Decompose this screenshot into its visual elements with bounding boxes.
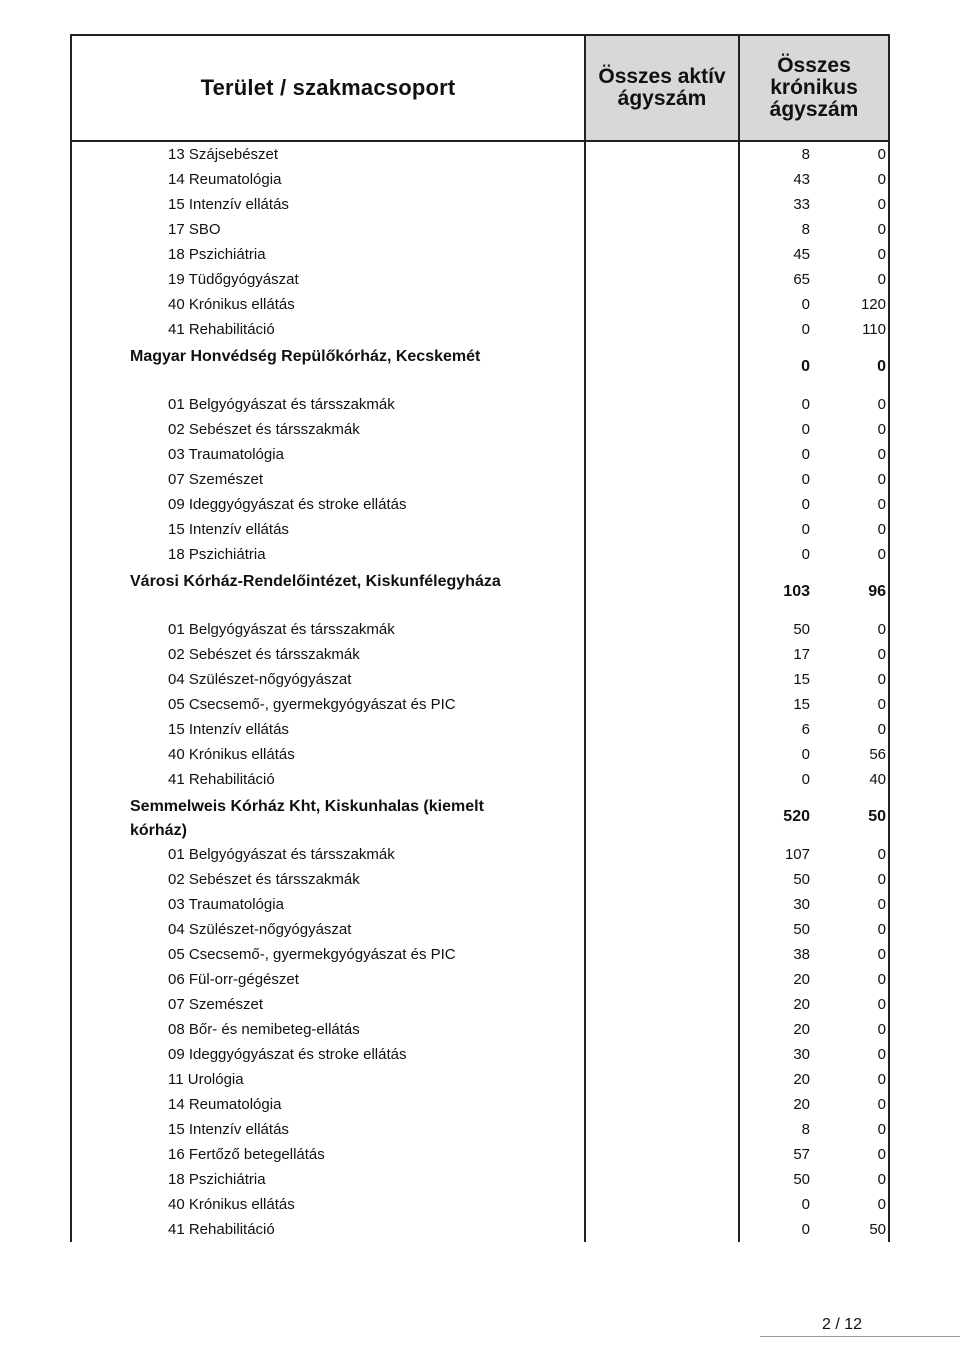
active-beds-value: 0 xyxy=(801,771,810,788)
chronic-beds-value: 0 xyxy=(877,1046,886,1063)
row-label: 14 Reumatológia xyxy=(168,171,282,188)
chronic-beds-value: 0 xyxy=(877,946,886,963)
chronic-beds-value: 0 xyxy=(877,471,886,488)
chronic-beds-value: 0 xyxy=(877,171,886,188)
table-row xyxy=(72,269,890,294)
active-beds-value: 0 xyxy=(801,1221,810,1238)
chronic-beds-value: 0 xyxy=(877,221,886,238)
group-row xyxy=(72,344,890,394)
header-chronic-beds-line1: Összes xyxy=(777,54,851,77)
chronic-beds-value: 0 xyxy=(877,1146,886,1163)
active-beds-value: 0 xyxy=(801,358,810,375)
table-row xyxy=(72,644,890,669)
chronic-beds-value: 0 xyxy=(877,546,886,563)
active-beds-value: 0 xyxy=(801,546,810,563)
table-row xyxy=(72,1194,890,1219)
row-label: 18 Pszichiátria xyxy=(168,1171,266,1188)
active-beds-value: 30 xyxy=(793,896,810,913)
chronic-beds-value: 120 xyxy=(860,296,886,313)
chronic-beds-value: 0 xyxy=(877,496,886,513)
table-row xyxy=(72,769,890,794)
row-label: 06 Fül-orr-gégészet xyxy=(168,971,299,988)
chronic-beds-value: 0 xyxy=(877,421,886,438)
table-row xyxy=(72,169,890,194)
active-beds-value: 0 xyxy=(801,446,810,463)
group-label: Magyar Honvédség Repülőkórház, Kecskemét xyxy=(130,348,481,365)
row-label: 40 Krónikus ellátás xyxy=(168,1196,295,1213)
row-label: 17 SBO xyxy=(168,221,221,238)
table-row xyxy=(72,469,890,494)
table-row xyxy=(72,844,890,869)
chronic-beds-value: 96 xyxy=(868,583,886,600)
chronic-beds-value: 0 xyxy=(877,696,886,713)
header-area-label: Terület / szakmacsoport xyxy=(200,75,456,100)
table-row xyxy=(72,619,890,644)
chronic-beds-value: 0 xyxy=(877,396,886,413)
header-divider xyxy=(70,140,890,142)
group-row xyxy=(72,794,890,844)
table-row xyxy=(72,1094,890,1119)
table-row xyxy=(72,394,890,419)
table-row xyxy=(72,144,890,169)
chronic-beds-value: 0 xyxy=(877,996,886,1013)
row-label: 15 Intenzív ellátás xyxy=(168,196,289,213)
row-label: 05 Csecsemő-, gyermekgyógyászat és PIC xyxy=(168,946,456,963)
row-label: 18 Pszichiátria xyxy=(168,246,266,263)
chronic-beds-value: 0 xyxy=(877,971,886,988)
chronic-beds-value: 0 xyxy=(877,671,886,688)
table-row xyxy=(72,319,890,344)
active-beds-value: 0 xyxy=(801,746,810,763)
row-label: 18 Pszichiátria xyxy=(168,546,266,563)
chronic-beds-value: 0 xyxy=(877,1021,886,1038)
table-row xyxy=(72,869,890,894)
row-label: 02 Sebészet és társszakmák xyxy=(168,421,360,438)
active-beds-value: 520 xyxy=(783,808,810,825)
active-beds-value: 6 xyxy=(801,721,810,738)
active-beds-value: 0 xyxy=(801,296,810,313)
chronic-beds-value: 110 xyxy=(862,321,886,338)
table-row xyxy=(72,1144,890,1169)
table-row xyxy=(72,1119,890,1144)
table-row xyxy=(72,1219,890,1244)
active-beds-value: 8 xyxy=(801,221,810,238)
chronic-beds-value: 0 xyxy=(877,521,886,538)
group-label: Semmelweis Kórház Kht, Kiskunhalas (kiemelt kórház) xyxy=(130,798,484,839)
table-row xyxy=(72,969,890,994)
active-beds-value: 0 xyxy=(801,321,810,338)
chronic-beds-value: 0 xyxy=(877,846,886,863)
chronic-beds-value: 0 xyxy=(877,896,886,913)
chronic-beds-value: 0 xyxy=(877,1196,886,1213)
chronic-beds-value: 0 xyxy=(877,1171,886,1188)
group-label: Városi Kórház-Rendelőintézet, Kiskunfélegyháza xyxy=(130,573,501,590)
active-beds-value: 50 xyxy=(793,621,810,638)
table-row xyxy=(72,1044,890,1069)
active-beds-value: 50 xyxy=(793,871,810,888)
active-beds-value: 45 xyxy=(793,246,810,263)
header-chronic-beds-line3: ágyszám xyxy=(769,98,859,121)
chronic-beds-value: 0 xyxy=(877,621,886,638)
active-beds-value: 50 xyxy=(793,1171,810,1188)
active-beds-value: 0 xyxy=(801,521,810,538)
chronic-beds-value: 50 xyxy=(869,1221,886,1238)
row-label: 16 Fertőző betegellátás xyxy=(168,1146,325,1163)
chronic-beds-value: 0 xyxy=(877,646,886,663)
row-label: 01 Belgyógyászat és társszakmák xyxy=(168,621,395,638)
row-label: 15 Intenzív ellátás xyxy=(168,721,289,738)
page-number: 2 / 12 xyxy=(822,1316,863,1333)
chronic-beds-value: 0 xyxy=(877,1096,886,1113)
table-row xyxy=(72,194,890,219)
chronic-beds-value: 0 xyxy=(877,196,886,213)
header-chronic-beds-line2: krónikus xyxy=(770,76,858,99)
active-beds-value: 107 xyxy=(784,846,810,863)
table-row xyxy=(72,419,890,444)
row-label: 01 Belgyógyászat és társszakmák xyxy=(168,846,395,863)
active-beds-value: 103 xyxy=(783,583,810,600)
row-label: 07 Szemészet xyxy=(168,471,264,488)
chronic-beds-value: 0 xyxy=(877,446,886,463)
active-beds-value: 33 xyxy=(793,196,810,213)
row-label: 01 Belgyógyászat és társszakmák xyxy=(168,396,395,413)
row-label: 09 Ideggyógyászat és stroke ellátás xyxy=(168,1046,407,1063)
table-row xyxy=(72,494,890,519)
row-label: 41 Rehabilitáció xyxy=(168,1221,275,1238)
row-label: 11 Urológia xyxy=(168,1071,244,1088)
table-row xyxy=(72,719,890,744)
row-label: 04 Szülészet-nőgyógyászat xyxy=(168,921,352,938)
table-row xyxy=(72,944,890,969)
table-row xyxy=(72,544,890,569)
chronic-beds-value: 40 xyxy=(869,771,886,788)
table-row xyxy=(72,519,890,544)
active-beds-value: 15 xyxy=(793,696,810,713)
chronic-beds-value: 0 xyxy=(877,1071,886,1088)
row-label: 15 Intenzív ellátás xyxy=(168,521,289,538)
table-row xyxy=(72,669,890,694)
table-row xyxy=(72,219,890,244)
group-row xyxy=(72,569,890,619)
header-active-beds-line2: ágyszám xyxy=(617,87,707,110)
row-label: 08 Bőr- és nemibeteg-ellátás xyxy=(168,1021,360,1038)
active-beds-value: 8 xyxy=(801,146,810,163)
active-beds-value: 0 xyxy=(801,396,810,413)
row-label: 05 Csecsemő-, gyermekgyógyászat és PIC xyxy=(168,696,456,713)
row-label: 03 Traumatológia xyxy=(168,446,284,463)
row-label: 02 Sebészet és társszakmák xyxy=(168,646,360,663)
active-beds-value: 50 xyxy=(793,921,810,938)
active-beds-value: 43 xyxy=(793,171,810,188)
active-beds-value: 8 xyxy=(801,1121,810,1138)
active-beds-value: 38 xyxy=(793,946,810,963)
chronic-beds-value: 0 xyxy=(877,358,886,375)
chronic-beds-value: 50 xyxy=(868,808,886,825)
table-row xyxy=(72,1069,890,1094)
row-label: 41 Rehabilitáció xyxy=(168,771,275,788)
table-row xyxy=(72,444,890,469)
row-label: 40 Krónikus ellátás xyxy=(168,746,295,763)
row-label: 03 Traumatológia xyxy=(168,896,284,913)
active-beds-value: 0 xyxy=(801,1196,810,1213)
chronic-beds-value: 0 xyxy=(877,721,886,738)
table-row xyxy=(72,294,890,319)
active-beds-value: 15 xyxy=(793,671,810,688)
chronic-beds-value: 0 xyxy=(877,1121,886,1138)
row-label: 02 Sebészet és társszakmák xyxy=(168,871,360,888)
chronic-beds-value: 0 xyxy=(877,246,886,263)
active-beds-value: 20 xyxy=(793,1096,810,1113)
footer-rule xyxy=(760,1336,960,1337)
chronic-beds-value: 0 xyxy=(877,271,886,288)
chronic-beds-value: 0 xyxy=(877,871,886,888)
row-label: 14 Reumatológia xyxy=(168,1096,282,1113)
row-label: 15 Intenzív ellátás xyxy=(168,1121,289,1138)
row-label: 04 Szülészet-nőgyógyászat xyxy=(168,671,352,688)
active-beds-value: 0 xyxy=(801,496,810,513)
table-row xyxy=(72,1019,890,1044)
active-beds-value: 0 xyxy=(801,421,810,438)
table-row xyxy=(72,1169,890,1194)
active-beds-value: 30 xyxy=(793,1046,810,1063)
row-label: 13 Szájsebészet xyxy=(168,146,279,163)
header-active-beds xyxy=(586,36,738,140)
table-row xyxy=(72,894,890,919)
chronic-beds-value: 56 xyxy=(869,746,886,763)
table-row xyxy=(72,919,890,944)
row-label: 07 Szemészet xyxy=(168,996,264,1013)
chronic-beds-value: 0 xyxy=(877,146,886,163)
row-label: 09 Ideggyógyászat és stroke ellátás xyxy=(168,496,407,513)
table-row xyxy=(72,244,890,269)
chronic-beds-value: 0 xyxy=(877,921,886,938)
active-beds-value: 20 xyxy=(793,971,810,988)
row-label: 19 Tüdőgyógyászat xyxy=(168,271,299,288)
table-row xyxy=(72,994,890,1019)
header-chronic-beds xyxy=(740,36,888,140)
active-beds-value: 0 xyxy=(801,471,810,488)
table-row xyxy=(72,744,890,769)
row-label: 41 Rehabilitáció xyxy=(168,321,275,338)
active-beds-value: 17 xyxy=(793,646,810,663)
active-beds-value: 20 xyxy=(793,1071,810,1088)
active-beds-value: 20 xyxy=(793,1021,810,1038)
active-beds-value: 65 xyxy=(793,271,810,288)
active-beds-value: 20 xyxy=(793,996,810,1013)
row-label: 40 Krónikus ellátás xyxy=(168,296,295,313)
active-beds-value: 57 xyxy=(793,1146,810,1163)
header-active-beds-line1: Összes aktív xyxy=(598,65,726,88)
table-row xyxy=(72,694,890,719)
